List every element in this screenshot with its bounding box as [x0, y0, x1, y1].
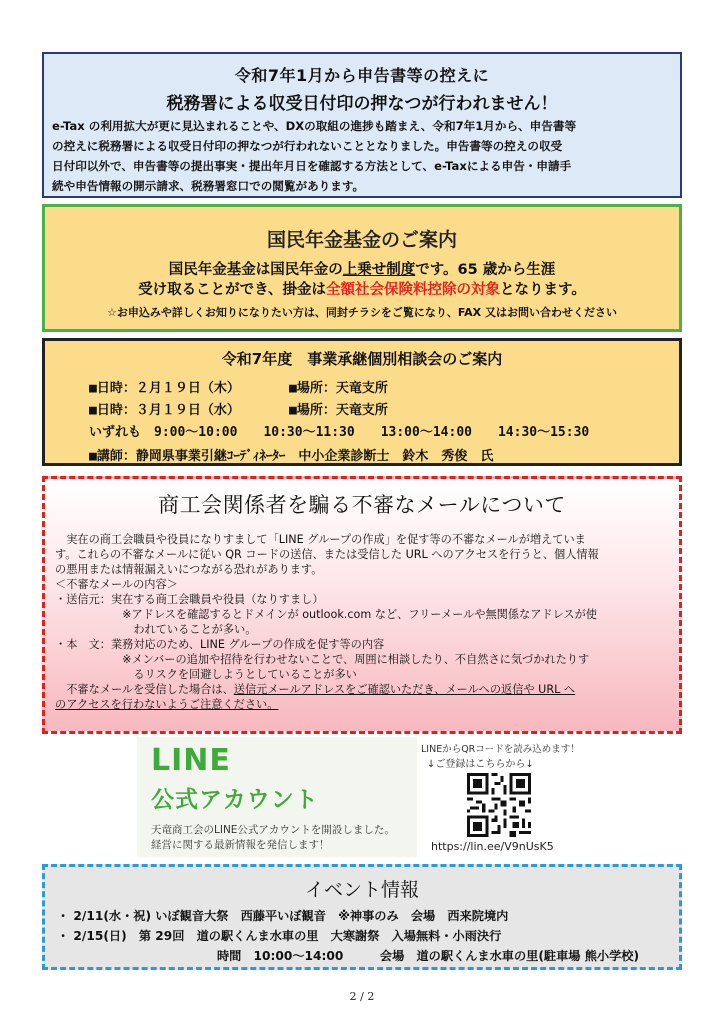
line-account-description — [151, 823, 395, 853]
line-account-url[interactable]: https://lin.ee/V9nUsK5 — [431, 840, 554, 853]
pension-fund-box — [42, 204, 682, 332]
scam-closing-underlined-2: アクセスを行わないようご注意ください。 — [66, 698, 279, 711]
event-item-2: ・ 2/15(日) 第 29回 道の駅くんま水車の里 大寒謝祭 入場無料・小雨決行 — [57, 929, 502, 943]
pension-line1-b: です。65 歳から生涯 — [415, 262, 556, 278]
events-box — [42, 864, 682, 970]
scam-line: るリスクを回避しようとしていることが多い — [55, 668, 357, 681]
pension-line2-a: 受け取ることができ、掛金は — [138, 282, 327, 298]
etax-notice-title-line2: 税務署による収受日付印の押なつが行われません！ — [166, 94, 558, 114]
line-official-account-text: 公式アカウント — [151, 787, 319, 813]
pension-line1 — [45, 260, 679, 280]
consult-lecturer: ■講師：静岡県事業引継ｺｰﾃﾞｨﾈｰﾀｰ 中小企業診断士 鈴木 秀俊 氏 — [89, 449, 494, 464]
scam-closing-underlined-1: 送信元メールアドレスをご確認いただき、メールへの返信や URL へ — [233, 683, 576, 696]
pension-note: ☆お申込みや詳しくお知りになりたい方は、同封チラシをご覧になり、FAX 又はお問い合わせください — [107, 306, 617, 319]
line-desc-line1: 天竜商工会のLINE公式アカウントを開設しました。 — [151, 824, 395, 836]
events-title: イベント情報 — [304, 879, 419, 901]
etax-body-line: e-Tax の利用拡大が更に見込まれることや、DXの取組の進捗も踏まえ、令和7年1月から、申告書等 — [52, 119, 577, 133]
scam-line: ・本 文：業務対応のため、LINE グループの作成を促す等の内容 — [55, 638, 385, 651]
scam-line: ＜不審なメールの内容＞ — [55, 578, 178, 591]
line-logo-text: LINE — [151, 743, 231, 778]
etax-notice-body — [44, 116, 680, 196]
line-account-section — [137, 737, 587, 857]
consult-place-1: ■場所：天竜支所 — [289, 381, 388, 396]
consult-date-2: ■日時：３月１９日（水） — [89, 403, 240, 418]
etax-notice-box — [42, 52, 682, 198]
consult-place-2: ■場所：天竜支所 — [289, 403, 388, 418]
scam-line: われていることが多い。 — [55, 623, 257, 636]
register-note: ↓ご登録はこちらから↓ — [427, 759, 534, 770]
scam-closing-a: 不審なメールを受信した場合は、 — [55, 683, 234, 696]
page-number: 2 / 2 — [349, 990, 375, 1003]
scam-line: ※アドレスを確認するとドメインが outlook.com など、フリーメールや無関係なアドレスが使 — [55, 608, 597, 621]
consultation-title: 令和7年度 事業承継個別相談会のご案内 — [221, 350, 503, 368]
pension-line2-highlight: 全額社会保険料控除の対象 — [326, 282, 501, 298]
scam-line: す。これらの不審なメールに従い QR コードの送信、または受信した URL へのアクセスを行うと、個人情報 — [55, 548, 599, 561]
consult-times: いずれも 9:00～10:00 10:30～11:30 13:00～14:00 14:30～15:30 — [89, 425, 590, 440]
scam-line: ※メンバーの追加や招待を行わせないことで、周囲に相談したり、不自然さに気づかれたりす — [55, 653, 590, 666]
pension-line2 — [45, 280, 679, 300]
scam-warning-box — [42, 476, 682, 734]
qr-code-icon[interactable] — [467, 773, 531, 837]
line-desc-line2: 経営に関する最新情報を発信します！ — [151, 839, 330, 851]
line-account-panel — [137, 737, 417, 857]
pension-title: 国民年金基金のご案内 — [266, 229, 457, 251]
scam-closing-line2 — [55, 696, 278, 712]
etax-body-line: 続や申告情報の開示請求、税務署窓口での閲覧があります。 — [52, 179, 365, 193]
scam-line: の悪用または情報漏えいにつながる恐れがあります。 — [55, 563, 323, 576]
event-item-1: ・ 2/11(水・祝) いぼ観音大祭 西藤平いぼ観音 ※神事のみ 会場 西来院境内 — [57, 909, 509, 923]
etax-body-line: 日付印以外で、申告書等の提出事実・提出年月日を確認する方法として、e-Taxによる申告・申請手 — [52, 159, 572, 173]
pension-line1-a: 国民年金基金は国民年金の — [168, 262, 343, 278]
scam-closing-pre: の — [55, 698, 67, 711]
consultation-box — [42, 338, 682, 466]
etax-notice-title-line1: 令和7年1月から申告書等の控えに — [234, 66, 490, 85]
qr-read-note: LINEからQRコードを読み込めます！ — [421, 744, 580, 755]
scam-closing-line1 — [55, 681, 575, 697]
etax-body-line: の控えに税務署による収受日付印の押なつが行われないこととなりました。申告書等の控えの収受 — [52, 139, 563, 153]
event-item-2-detail: 時間 10:00～14:00 会場 道の駅くんま水車の里(駐車場 熊小学校) — [217, 949, 640, 963]
scam-line: ・送信元：実在する商工会職員や役員（なりすまし） — [55, 593, 324, 606]
pension-line1-underlined: 上乗せ制度 — [342, 262, 416, 278]
scam-line: 実在の商工会職員や役員になりすまして「LINE グループの作成」を促す等の不審なメールが増えていま — [55, 533, 586, 546]
pension-line2-b: となります。 — [500, 282, 586, 298]
scam-title: 商工会関係者を騙る不審なメールについて — [158, 493, 566, 517]
consult-date-1: ■日時：２月１９日（木） — [89, 381, 240, 396]
